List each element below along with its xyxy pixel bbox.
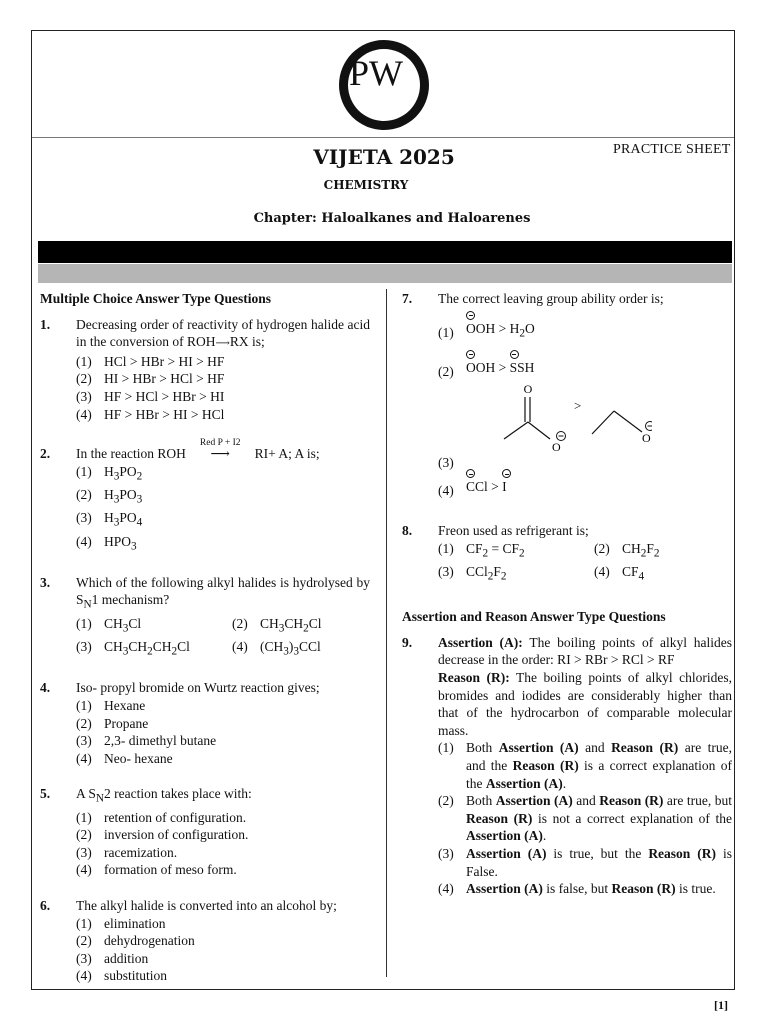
option-1: (1) HCl > HBr > HI > HF (76, 353, 225, 369)
option-4: (4) Neo- hexane (76, 750, 173, 766)
question-7: 7. The correct leaving group ability order is; (1) OOH > $H_2O$ (2) OOH > SSH (3) O O > O (4) CCl > I (402, 290, 732, 496)
question-stem: Freon used as refrigerant is; (438, 523, 589, 539)
option-4: (4) $(CH_3)_3CCl$ (232, 639, 321, 658)
sheet-type-tag: PRACTICE SHEET (613, 142, 731, 157)
option-2: (2) $CH_2F_2$ (594, 540, 660, 560)
question-5: 5. A $S_N2$ reaction takes place with: (1) retention of configuration. (2) inversion of configuration. (3) racemization. (4) formation of meso form. (40, 785, 370, 879)
option-3: (3) $H_3PO_4$ (76, 510, 143, 529)
option-2: (2) HI > HBr > HCl > HF (76, 371, 225, 387)
option-3: (3) HF > HCl > HBr > HI (76, 388, 225, 404)
negative-charge-icon (510, 350, 519, 359)
negative-charge-icon (466, 350, 475, 359)
black-banner (38, 241, 732, 263)
svg-text:O: O (523, 382, 533, 397)
option-3: (3) 2,3- dimethyl butane (76, 733, 217, 749)
option-3: (3) O O > O (438, 382, 732, 470)
left-column (40, 290, 370, 1003)
pw-logo (338, 39, 430, 131)
negative-charge-icon (502, 469, 511, 478)
option-1: (1) Both Assertion (A) and Reason (R) are true, and the Reason (R) is a correct explanation of the Assertion (A). (438, 740, 733, 791)
negative-charge-icon (466, 311, 475, 320)
chapter-title: Chapter: Haloalkanes and Haloarenes (253, 211, 531, 226)
reason-text: Reason (R): The boiling points of alkyl chlorides, bromides and iodides are considerably higher than that of the hydrocarbon of comparable molecular mass. (438, 670, 732, 738)
assertion-text: Assertion (A): The boiling points of alkyl halides decrease in the order: RI > RBr > RCl > RF (438, 634, 732, 668)
option-1: (1) retention of configuration. (76, 809, 247, 825)
question-4: 4. Iso- propyl bromide on Wurtz reaction gives; (1) Hexane (2) Propane (3) 2,3- dimethyl butane (4) Neo- hexane (40, 679, 370, 767)
question-2: 2. In the reaction ROH Red P + I2 ⟶ RI+ A; A is; (1) $H_3PO_2$ (2) $H_3PO_3$ (3) $H_3PO_4$ (4) $HPO_3$ (40, 445, 370, 556)
question-stem: Decreasing order of reactivity of hydrogen halide acid in the conversion of ROH⟶RX is; (76, 316, 370, 350)
section-heading-assertion: Assertion and Reason Answer Type Questions (402, 609, 666, 625)
option-3: (3) $CH_3CH_2CH_2Cl$ (76, 639, 190, 658)
option-3: (3) addition (76, 950, 149, 966)
option-2: (2) Propane (76, 715, 149, 731)
option-3: (3) racemization. (76, 844, 178, 860)
option-3: (3) $CCl_2F_2$ (438, 563, 507, 583)
option-1: (1) OOH > $H_2O$ (438, 320, 732, 343)
question-stem: The alkyl halide is converted into an alcohol by; (76, 897, 337, 913)
carboxylate-vs-alkoxide-structure (462, 382, 652, 472)
question-1 (40, 316, 370, 424)
question-number: 1. (40, 316, 51, 332)
svg-text:O: O (552, 440, 561, 455)
right-column (402, 290, 732, 916)
section-heading-mcq: Multiple Choice Answer Type Questions (40, 291, 272, 306)
question-stem: A $S_N2$ reaction takes place with: (76, 786, 252, 805)
option-4: (4) $HPO_3$ (76, 533, 137, 553)
reaction-arrow: Red P + I2 ⟶ (199, 438, 241, 462)
option-2: (2) OOH > SSH (438, 359, 732, 377)
header-rule (32, 137, 734, 138)
option-2: (2) $H_3PO_3$ (76, 487, 143, 506)
option-4: (4) HF > HBr > HI > HCl (76, 406, 225, 422)
option-1: (1) elimination (76, 915, 166, 931)
arrow-icon: ⟶ (215, 338, 230, 350)
option-2: (2) inversion of configuration. (76, 827, 249, 843)
question-9: 9. Assertion (A): The boiling points of alkyl halides decrease in the order: RI > RBr > RCl > RF Reason (R): The boiling points of alkyl chlorides, bromides and iodides are considerably higher than that of the hydrocarbon of comparable molecular mass. (1) Both Assertion (A) and Reason (R) are true, and the Reason (R) is a correct explanation of the Assertion (A). (2) Both Assertion (A) and Reason (R) are true, but Reason (R) is not a correct explanation of the Assertion (A). (3) Assertion (A) is true, but the Reason (R) is False. (4) Assertion (A) is false, but Reason (R) is true. (402, 634, 733, 897)
svg-text:O: O (642, 431, 651, 446)
sheet-title: VIJETA 2025 (313, 145, 455, 169)
logo-letter-p: PW (349, 53, 403, 93)
question-stem: The correct leaving group ability order is; (438, 291, 664, 306)
option-2: (2) dehydrogenation (76, 933, 195, 949)
option-4: (4) CCl > I (438, 478, 732, 496)
option-1: (1) $H_3PO_2$ (76, 463, 143, 483)
negative-charge-icon (466, 469, 475, 478)
question-6: 6. The alkyl halide is converted into an alcohol by; (1) elimination (2) dehydrogenation (3) addition (4) substitution (40, 897, 370, 985)
option-1: (1) $CF_2 = CF_2$ (438, 540, 525, 560)
question-stem: In the reaction ROH Red P + I2 ⟶ RI+ A; A is; (76, 438, 320, 462)
question-stem: Which of the following alkyl halides is hydrolysed by $S_N1$ mechanism? (76, 574, 370, 612)
question-3: 3. Which of the following alkyl halides is hydrolysed by $S_N1$ mechanism? (1) $CH_3Cl$ (2) $CH_3CH_2Cl$ (3) $CH_3CH_2CH_2Cl$ (4) $(CH_3)_3CCl$ (40, 574, 370, 661)
option-2: (2) $CH_3CH_2Cl$ (232, 615, 322, 635)
option-3: (3) Assertion (A) is true, but the Reason (R) is False. (438, 845, 732, 879)
svg-text:>: > (574, 398, 582, 414)
gray-banner (38, 264, 732, 283)
option-1: (1) Hexane (76, 697, 146, 713)
option-4: (4) substitution (76, 968, 168, 984)
option-2: (2) Both Assertion (A) and Reason (R) are true, but Reason (R) is not a correct explanation of the Assertion (A). (438, 793, 733, 844)
question-stem: Iso- propyl bromide on Wurtz reaction gives; (76, 680, 320, 696)
option-4: (4) formation of meso form. (76, 862, 237, 878)
option-4: (4) Assertion (A) is false, but Reason (R) is true. (438, 881, 716, 897)
option-4: (4) $CF_4$ (594, 563, 645, 583)
page-number: [1] (714, 998, 728, 1012)
option-1: (1) $CH_3Cl$ (76, 615, 142, 635)
subject-title: CHEMISTRY (323, 178, 409, 192)
question-8: 8. Freon used as refrigerant is; (1) $CF_2 = CF_2$ (2) $CH_2F_2$ (3) $CCl_2F_2$ (4) $CF_4$ (402, 522, 732, 586)
